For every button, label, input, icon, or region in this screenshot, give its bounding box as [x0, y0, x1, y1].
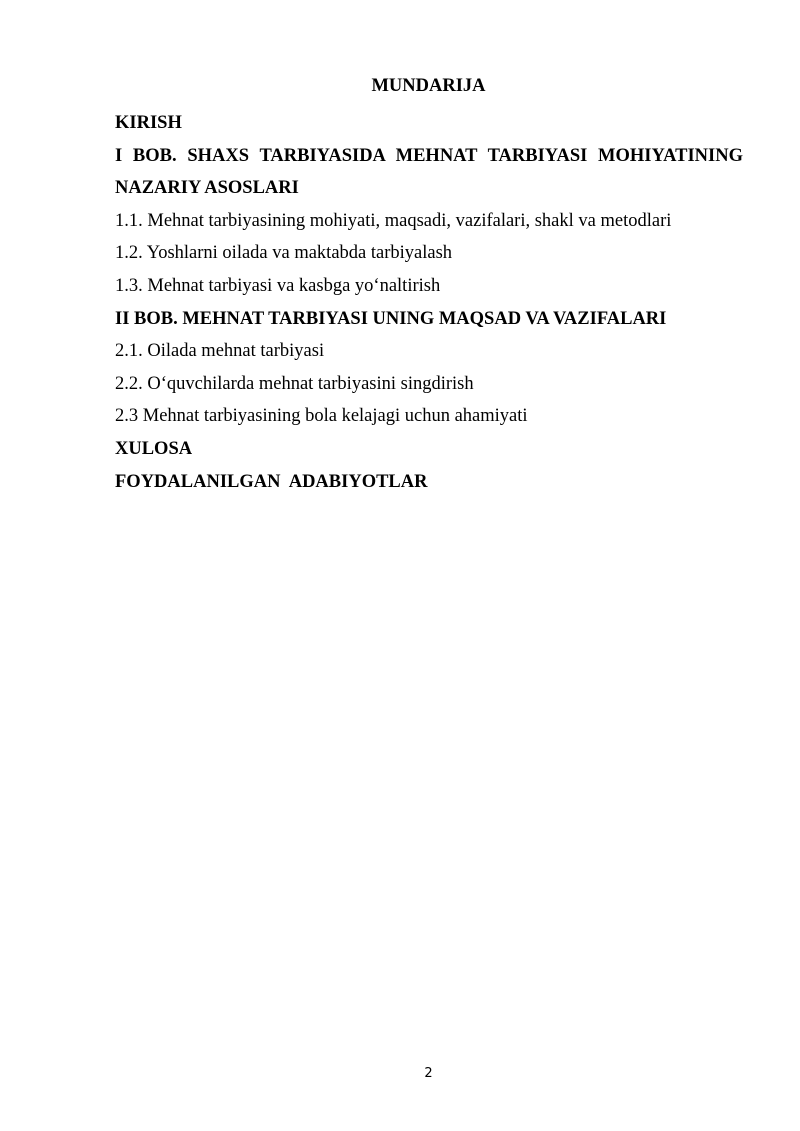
- toc-entry-section-2-2: 2.2. O‘quvchilarda mehnat tarbiyasini singdirish: [115, 373, 474, 394]
- table-of-contents: [115, 107, 743, 498]
- toc-entry-section-1-1: 1.1. Mehnat tarbiyasining mohiyati, maqsadi, vazifalari, shakl va metodlari: [115, 210, 672, 231]
- toc-entry-section-1-2: 1.2. Yoshlarni oilada va maktabda tarbiyalash: [115, 243, 453, 264]
- toc-entry-conclusion: XULOSA: [115, 438, 193, 459]
- toc-entry-section-2-1: 2.1. Oilada mehnat tarbiyasi: [115, 341, 325, 362]
- toc-entry-chapter1-line2: NAZARIY ASOSLARI: [115, 178, 299, 199]
- toc-entry-section-2-3: 2.3 Mehnat tarbiyasining bola kelajagi uchun ahamiyati: [115, 406, 528, 427]
- toc-entry-chapter2: II BOB. MEHNAT TARBIYASI UNING MAQSAD VA VAZIFALARI: [115, 308, 667, 329]
- toc-entry-section-1-3: 1.3. Mehnat tarbiyasi va kasbga yo‘naltirish: [115, 275, 441, 296]
- toc-entry-intro: KIRISH: [115, 113, 182, 133]
- page-title: MUNDARIJA: [371, 76, 486, 96]
- toc-entry-references: FOYDALANILGAN ADABIYOTLAR: [115, 471, 428, 492]
- toc-entry-chapter1-line1: I BOB. SHAXS TARBIYASIDA MEHNAT TARBIYASI MOHIYATINING: [115, 145, 743, 166]
- page-number: 2: [424, 1066, 433, 1081]
